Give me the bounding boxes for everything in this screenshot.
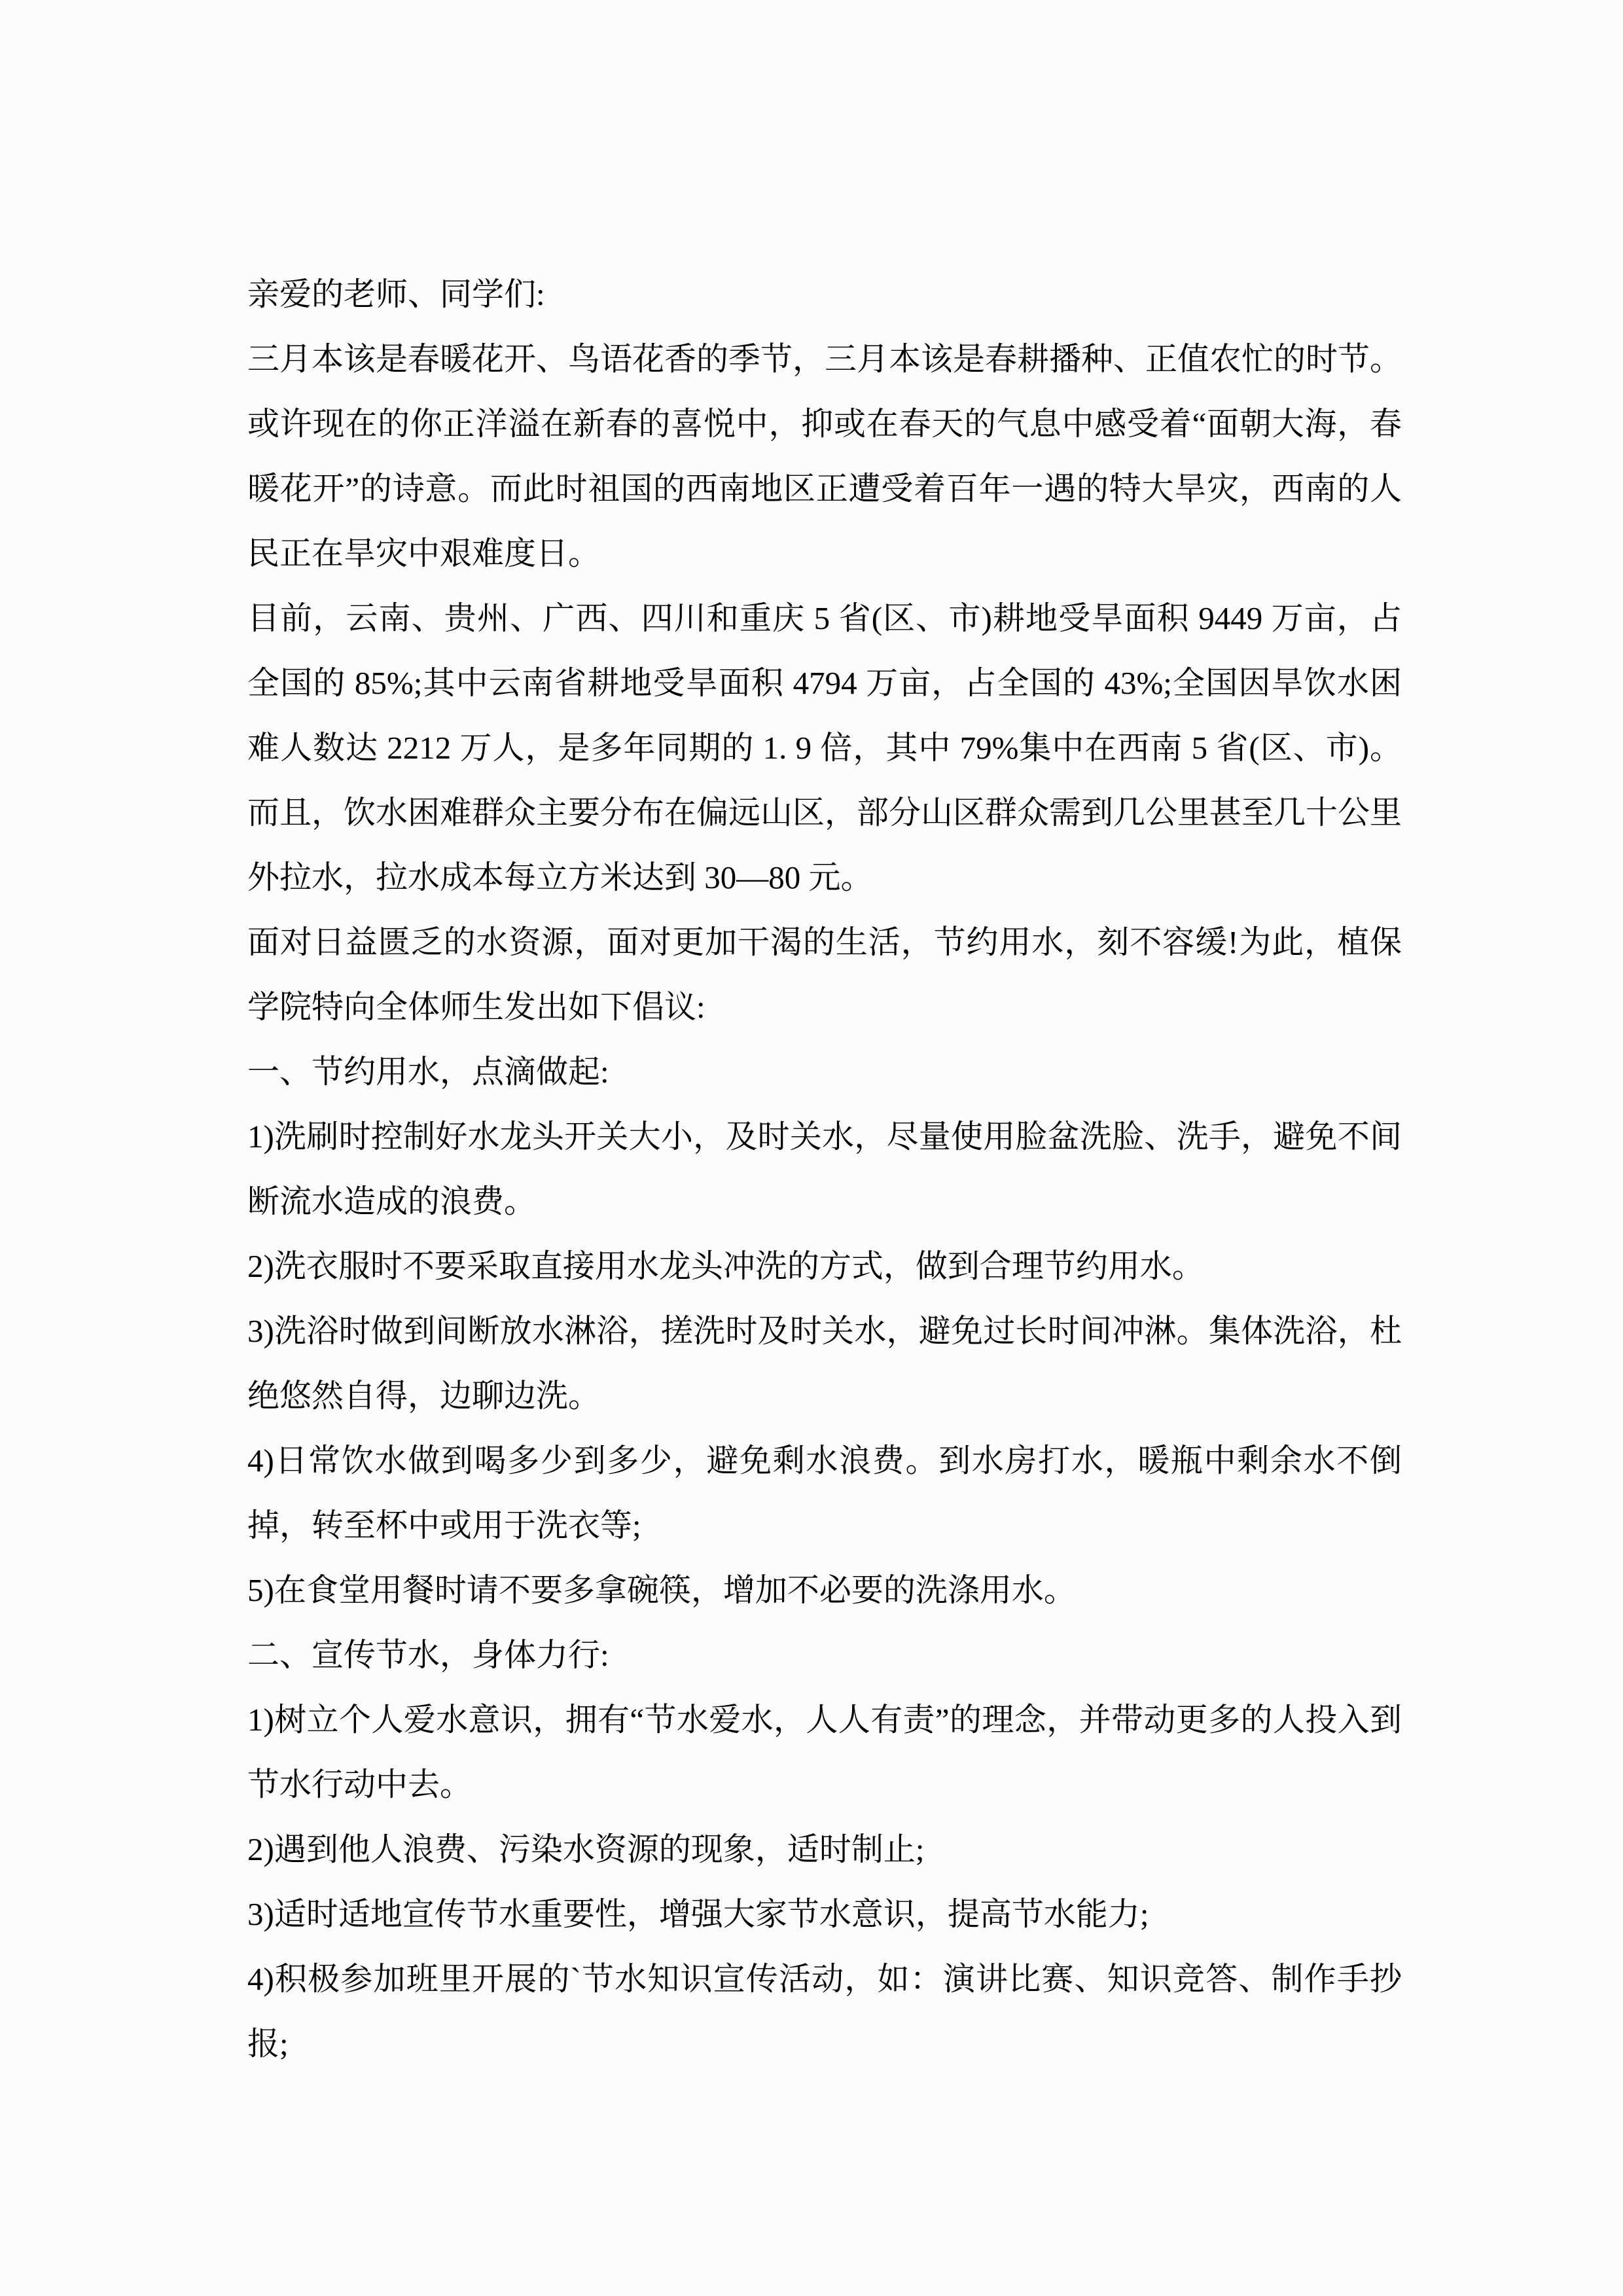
section-two-heading: 二、宣传节水，身体力行: bbox=[247, 1637, 609, 1673]
section-two-item-2: 2)遇到他人浪费、污染水资源的现象，适时制止; bbox=[247, 1831, 925, 1867]
section-one-item-4: 4)日常饮水做到喝多少到多少，避免剩水浪费。到水房打水，暖瓶中剩余水不倒掉，转至杯中或用于洗衣等; bbox=[247, 1443, 1402, 1543]
paragraph-spring-intro: 三月本该是春暖花开、鸟语花香的季节，三月本该是春耕播种、正值农忙的时节。或许现在的你正洋溢在新春的喜悦中，抑或在春天的气息中感受着“面朝大海，春暖花开”的诗意。而此时祖国的西南地区正遭受着百年一遇的特大旱灾，西南的人民正在旱灾中艰难度日。 bbox=[247, 341, 1402, 571]
paragraph-appeal-intro: 面对日益匮乏的水资源，面对更加干渴的生活，节约用水，刻不容缓!为此，植保学院特向全体师生发出如下倡议: bbox=[247, 924, 1402, 1025]
section-two-item-1: 1)树立个人爱水意识，拥有“节水爱水，人人有责”的理念，并带动更多的人投入到节水行动中去。 bbox=[247, 1702, 1402, 1803]
paragraph-drought-statistics: 目前，云南、贵州、广西、四川和重庆 5 省(区、市)耕地受旱面积 9449 万亩，占全国的 85%;其中云南省耕地受旱面积 4794 万亩，占全国的 43%;全国因旱饮水困难人数达 2212 万人，是多年同期的 1. 9 倍，其中 79%集中在西南 5 省(区、市)。而且，饮水困难群众主要分布在偏远山区，部分山区群众需到几公里甚至几十公里外拉水，拉水成本每立方米达到 30—80 元。 bbox=[247, 600, 1402, 895]
section-one-heading: 一、节约用水，点滴做起: bbox=[247, 1054, 609, 1090]
section-one-item-1: 1)洗刷时控制好水龙头开关大小，及时关水，尽量使用脸盆洗脸、洗手，避免不间断流水造成的浪费。 bbox=[247, 1119, 1402, 1219]
salutation: 亲爱的老师、同学们: bbox=[247, 276, 545, 312]
section-one-item-3: 3)洗浴时做到间断放水淋浴，搓洗时及时关水，避免过长时间冲淋。集体洗浴，杜绝悠然自得，边聊边洗。 bbox=[247, 1313, 1402, 1414]
letter-body bbox=[247, 262, 1402, 2076]
section-one-item-2: 2)洗衣服时不要采取直接用水龙头冲洗的方式，做到合理节约用水。 bbox=[247, 1248, 1204, 1284]
section-two-item-3: 3)适时适地宣传节水重要性，增强大家节水意识，提高节水能力; bbox=[247, 1896, 1149, 1932]
section-one-item-5: 5)在食堂用餐时请不要多拿碗筷，增加不必要的洗涤用水。 bbox=[247, 1572, 1076, 1608]
section-two-item-4: 4)积极参加班里开展的`节水知识宣传活动，如：演讲比赛、知识竞答、制作手抄报; bbox=[247, 1961, 1402, 2062]
